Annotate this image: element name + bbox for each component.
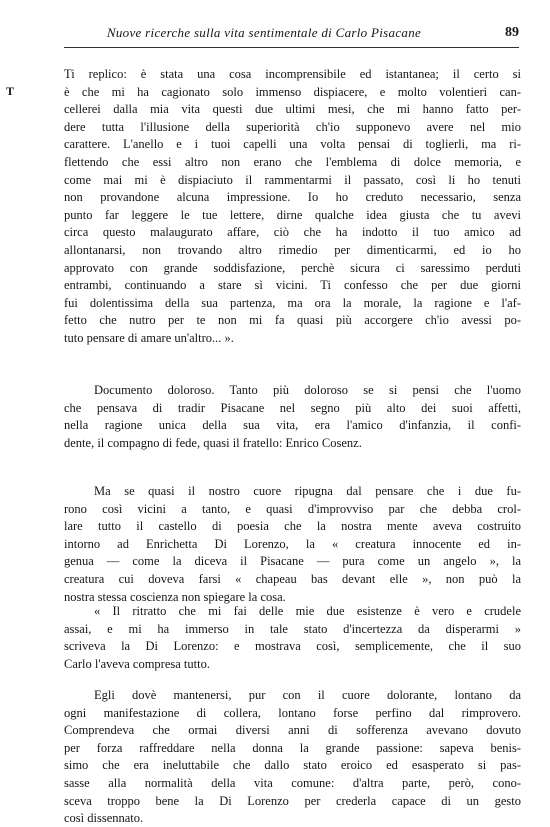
margin-mark: T [6, 84, 15, 98]
text-line: tuto pensare di amare un'altro... ». [64, 331, 234, 345]
text-line: creatura cui doveva farsi « chapeau bas devant elle », non può la [64, 572, 521, 586]
text-line: Egli dovè mantenersi, pur con il cuore dolorante, lontano da [94, 688, 521, 702]
text-line: Ma se quasi il nostro cuore ripugna dal pensare che i due fu- [94, 484, 521, 498]
text-line: dere tutta l'illusione della superiorità ch'io supponevo avere nel mio [64, 119, 521, 134]
text-line: per forza raffreddare nella donna la grande passione: sapeva benis- [64, 740, 521, 755]
page-number: 89 [505, 25, 519, 40]
text-line: cellerei dalla mia vita questi due ultimi mesi, che mi hanno fatto per- [64, 102, 521, 117]
text-line: nella ragione unica della sua vita, era l'amico d'infanzia, il confi- [64, 418, 521, 433]
text-line: fetto che nutro per te non mi fa quasi più accorgere ch'io avessi po- [64, 313, 521, 328]
text-line: simo che era ineluttabile che dallo stato eroico ed esasperato si pas- [64, 758, 521, 773]
text-line: Carlo l'aveva compresa tutto. [64, 656, 210, 671]
running-title: Nuove ricerche sulla vita sentimentale di Carlo Pisacane [106, 25, 422, 40]
text-line: rono così vicini a tanto, e quasi d'improvviso par che debba crol- [64, 501, 521, 516]
text-line: Documento doloroso. Tanto più doloroso se si pensi che l'uomo [94, 383, 521, 397]
text-line: genua — come la diceva il Pisacane — pura come un angelo », la [64, 554, 521, 569]
text-line: fui dolentissima della sua partenza, ma ora la morale, la ragione e l'af- [64, 295, 521, 310]
text-line: carattere. L'anello e i tuoi capelli una volta pensai di toglierli, ma ri- [64, 137, 521, 152]
text-line: dente, il compagno di fede, quasi il fratello: Enrico Cosenz. [64, 435, 362, 450]
text-line: flettendo che essi altro non erano che l'emblema di dolce memoria, e [64, 155, 521, 169]
text-line: lare tutto il castello di poesia che la nostra mente aveva costruito [64, 519, 521, 534]
text-line: è che mi ha cagionato solo immenso dispiacere, e molto volentieri can- [64, 84, 521, 99]
text-line: circa questo malaugurato affare, ciò che ha indotto il tuo amico ad [64, 225, 521, 240]
text-line: scriveva la Di Lorenzo: e mostrava così, semplicemente, che il suo [64, 639, 521, 654]
text-line: entrambi, continuando a stare sì vicini. Ti confesso che per due giorni [64, 278, 521, 293]
text-line: non provandone alcuna impressione. Io ho creduto necessario, senza [64, 190, 521, 205]
text-line: sceva troppo bene la Di Lorenzo per crederla capace di un gesto [64, 793, 521, 808]
text-line: che pensava di tradir Pisacane nel segno più alto dei suoi affetti, [64, 400, 521, 415]
text-line: allontanarsi, non trovando altro rimedio per dimenticarmi, ed io ho [64, 243, 521, 257]
text-line: sasse alla normalità della vita comune: d'altra parte, però, cono- [64, 776, 521, 790]
text-line: come mai mi è dispiaciuto il rammentarmi il passato, così li ho tenuti [64, 172, 521, 187]
text-line: nostra stessa coscienza non spiegare la cosa. [64, 589, 286, 604]
text-line: punto far leggere le tue lettere, dirne qualche idea giusta che tu avevi [64, 207, 521, 222]
text-line: Comprendeva che ormai diversi anni di sofferenza avevano dovuto [64, 723, 521, 738]
running-header [64, 25, 519, 48]
text-line: ogni manifestazione di collera, lontano forse perfino dal rimprovero. [64, 705, 521, 720]
text-line: così dissennato. [64, 811, 144, 826]
text-line: approvato con grande soddisfazione, perchè sicura ci saressimo perduti [64, 260, 521, 275]
text-line: Ti replico: è stata una cosa incomprensibile ed istantanea; il certo si [64, 67, 521, 81]
text-line: « Il ritratto che mi fai delle mie due esistenze è vero e crudele [94, 604, 521, 618]
text-line: intorno ad Enrichetta Di Lorenzo, la « creatura innocente ed in- [64, 536, 521, 551]
text-line: assai, e mi ha immerso in tale stato d'incertezza da disperarmi » [64, 621, 521, 636]
